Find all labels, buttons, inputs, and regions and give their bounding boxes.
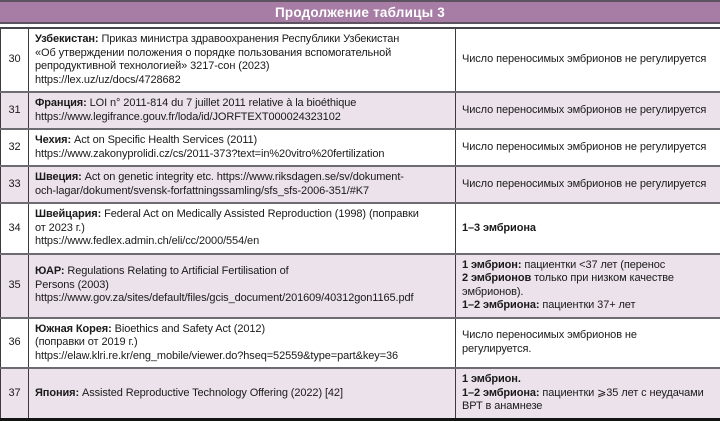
table-row xyxy=(1,92,720,129)
banner-title: Продолжение таблицы 3 xyxy=(275,5,445,20)
embryo-rule-cell xyxy=(456,203,720,254)
table-row xyxy=(1,254,720,318)
law-cell xyxy=(29,166,456,203)
text-segment: Число переносимых эмбрионов не регулируется xyxy=(462,53,706,65)
row-number: 31 xyxy=(1,92,29,129)
text-segment: https://www.legifrance.gouv.fr/loda/id/JORFTEXT000024323102 xyxy=(35,111,341,123)
row-number: 37 xyxy=(1,368,29,419)
bold-text-segment: Чехия: xyxy=(35,134,71,146)
law-cell xyxy=(29,318,456,369)
text-segment: Regulations Relating to Artificial Fertilisation of xyxy=(64,265,288,277)
text-segment: репродуктивной технологией» 3217-сон (2023) xyxy=(35,60,269,72)
text-segment: только при низком качестве xyxy=(531,272,674,284)
bold-text-segment: Узбекистан: xyxy=(35,33,99,45)
embryo-rule-cell xyxy=(456,368,720,419)
law-cell xyxy=(29,368,456,419)
text-segment: Act on genetic integrity etc. https://www.riksdagen.se/sv/dokument- xyxy=(82,171,404,183)
embryo-rule-cell xyxy=(456,129,720,166)
bold-text-segment: Швеция: xyxy=(35,171,82,183)
text-segment: https://www.gov.za/sites/default/files/gcis_document/201609/40312gon1165.pdf xyxy=(35,292,413,304)
text-segment: https://www.fedlex.admin.ch/eli/cc/2000/554/en xyxy=(35,235,259,247)
text-segment: Число переносимых эмбрионов не xyxy=(462,329,637,341)
row-number: 32 xyxy=(1,129,29,166)
table-row xyxy=(1,368,720,419)
row-number: 35 xyxy=(1,254,29,318)
art-regulations-table xyxy=(0,27,720,421)
table-row xyxy=(1,129,720,166)
law-cell xyxy=(29,92,456,129)
bold-text-segment: ЮАР: xyxy=(35,265,64,277)
text-segment: https://lex.uz/uz/docs/4728682 xyxy=(35,74,181,86)
text-segment: Act on Specific Health Services (2011) xyxy=(71,134,257,146)
bold-text-segment: 1 эмбрион: xyxy=(462,259,521,271)
row-number: 30 xyxy=(1,28,29,92)
table-row xyxy=(1,166,720,203)
table-row xyxy=(1,203,720,254)
text-segment: Число переносимых эмбрионов не регулируется xyxy=(462,178,706,190)
text-segment: (поправки от 2019 г.) xyxy=(35,336,138,348)
row-number: 33 xyxy=(1,166,29,203)
text-segment: LOI n° 2011-814 du 7 juillet 2011 relative à la bioéthique xyxy=(87,97,357,109)
bold-text-segment: 2 эмбрионов xyxy=(462,272,531,284)
row-number: 34 xyxy=(1,203,29,254)
embryo-rule-cell xyxy=(456,254,720,318)
embryo-rule-cell xyxy=(456,28,720,92)
bold-text-segment: 1–3 эмбриона xyxy=(462,222,536,234)
bold-text-segment: Япония: xyxy=(35,387,79,399)
text-segment: Число переносимых эмбрионов не регулируется xyxy=(462,141,706,153)
embryo-rule-cell xyxy=(456,166,720,203)
row-number: 36 xyxy=(1,318,29,369)
bold-text-segment: 1 эмбрион. xyxy=(462,373,521,385)
text-segment: пациентки 37+ лет xyxy=(539,299,635,311)
text-segment: Приказ министра здравоохранения Республики Узбекистан xyxy=(99,33,400,45)
text-segment: пациентки <37 лет (перенос xyxy=(521,259,665,271)
bold-text-segment: 1–2 эмбриона: xyxy=(462,387,539,399)
text-segment: от 2023 г.) xyxy=(35,222,85,234)
text-segment: Bioethics and Safety Act (2012) xyxy=(112,323,265,335)
text-segment: https://elaw.klri.re.kr/eng_mobile/viewer.do?hseq=52559&type=part&key=36 xyxy=(35,350,398,362)
text-segment: пациентки ⩾35 лет с неудачами ВРТ в анамнезе xyxy=(462,387,704,413)
text-segment: Federal Act on Medically Assisted Reproduction (1998) (поправки xyxy=(101,208,419,220)
table-row xyxy=(1,28,720,92)
text-segment: Число переносимых эмбрионов не регулируется xyxy=(462,104,706,116)
bold-text-segment: Швейцария: xyxy=(35,208,101,220)
law-cell xyxy=(29,129,456,166)
embryo-rule-cell xyxy=(456,92,720,129)
bold-text-segment: Южная Корея: xyxy=(35,323,112,335)
text-segment: эмбрионов). xyxy=(462,286,523,298)
table-continuation-banner xyxy=(0,0,720,24)
law-cell xyxy=(29,203,456,254)
table-body xyxy=(1,28,720,419)
table-row xyxy=(1,318,720,369)
text-segment: och-lagar/dokument/svensk-forfattningssamling/sfs_sfs-2006-351/#K7 xyxy=(35,185,369,197)
law-cell xyxy=(29,254,456,318)
law-cell xyxy=(29,28,456,92)
text-segment: Persons (2003) xyxy=(35,279,109,291)
text-segment: «Об утверждении положения о порядке пользования вспомогательной xyxy=(35,47,391,59)
bold-text-segment: Франция: xyxy=(35,97,87,109)
embryo-rule-cell xyxy=(456,318,720,369)
text-segment: https://www.zakonyprolidi.cz/cs/2011-373?text=in%20vitro%20fertilization xyxy=(35,148,384,160)
bold-text-segment: 1–2 эмбриона: xyxy=(462,299,539,311)
text-segment: Assisted Reproductive Technology Offering (2022) [42] xyxy=(79,387,343,399)
text-segment: регулируется. xyxy=(462,343,531,355)
